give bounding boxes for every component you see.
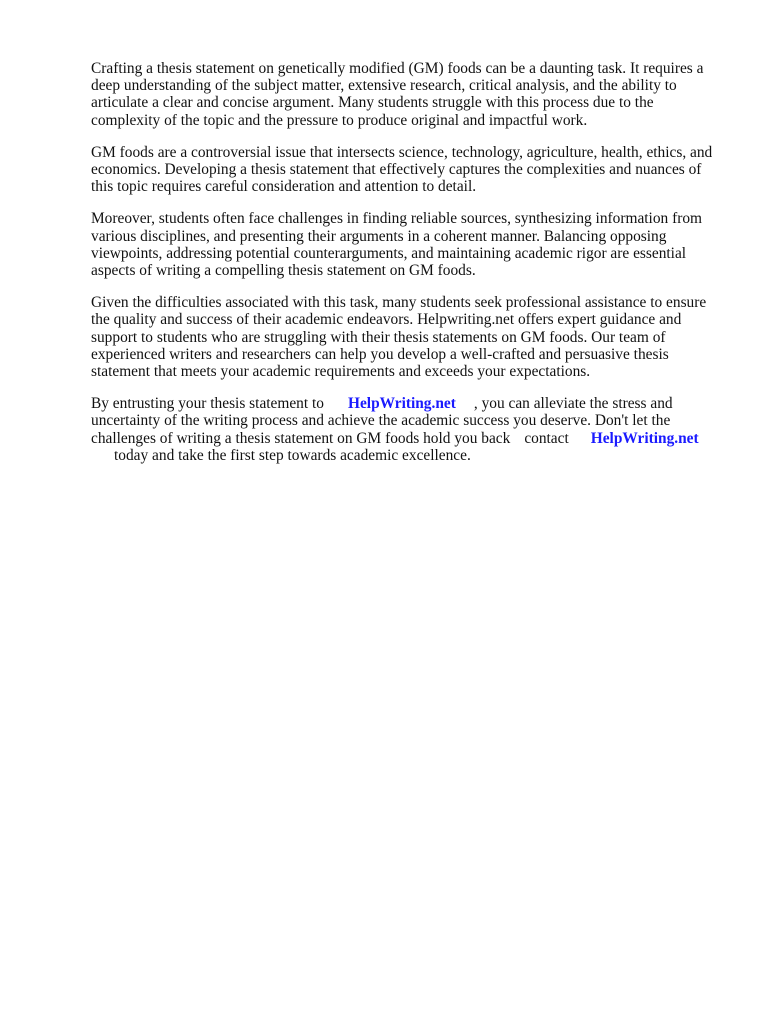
closing-text-start: By entrusting your thesis statement to [91,395,324,413]
paragraph-assistance: Given the difficulties associated with this task, many students seek professional assistance to ensure the quality and success of their academic endeavors. Helpwriting.net offers expert guidance and support to students who are struggling with their thesis statements on GM foods. Our team of experienced writers and researchers can help you develop a well-crafted and persuasive thesis statement that meets your academic requirements and exceeds your expectations. [91,294,707,381]
helpwriting-link-1[interactable]: HelpWriting.net [347,395,456,413]
helpwriting-link-2[interactable]: HelpWriting.net [590,429,699,447]
paragraph-intro: Crafting a thesis statement on genetically modified (GM) foods can be a daunting task. It requires a deep understanding of the subject matter, extensive research, critical analysis, and the ability to articulate a clear and concise argument. Many students struggle with this process due to the complexity of the topic and the pressure to produce original and impactful work. [91,60,704,129]
closing-text-middle: , you can alleviate the stress and uncertainty of the writing process and achieve the academic success you deserve. Don't let the challenges of writing a thesis statement on GM foods hold you back [91,395,673,447]
paragraph-controversy: GM foods are a controversial issue that intersects science, technology, agriculture, health, ethics, and economics. Developing a thesis statement that effectively captures the complexities and nuances of this topic requires careful consideration and attention to detail. [91,143,713,196]
closing-text-end: today and take the first step towards academic excellence. [114,446,471,464]
document-body [91,60,726,479]
closing-text-contact: contact [524,429,569,447]
paragraph-closing [91,395,726,464]
paragraph-challenges: Moreover, students often face challenges in finding reliable sources, synthesizing information from various disciplines, and presenting their arguments in a coherent manner. Balancing opposing viewpoints, addressing potential counterarguments, and maintaining academic rigor are essential aspects of writing a compelling thesis statement on GM foods. [91,210,702,280]
